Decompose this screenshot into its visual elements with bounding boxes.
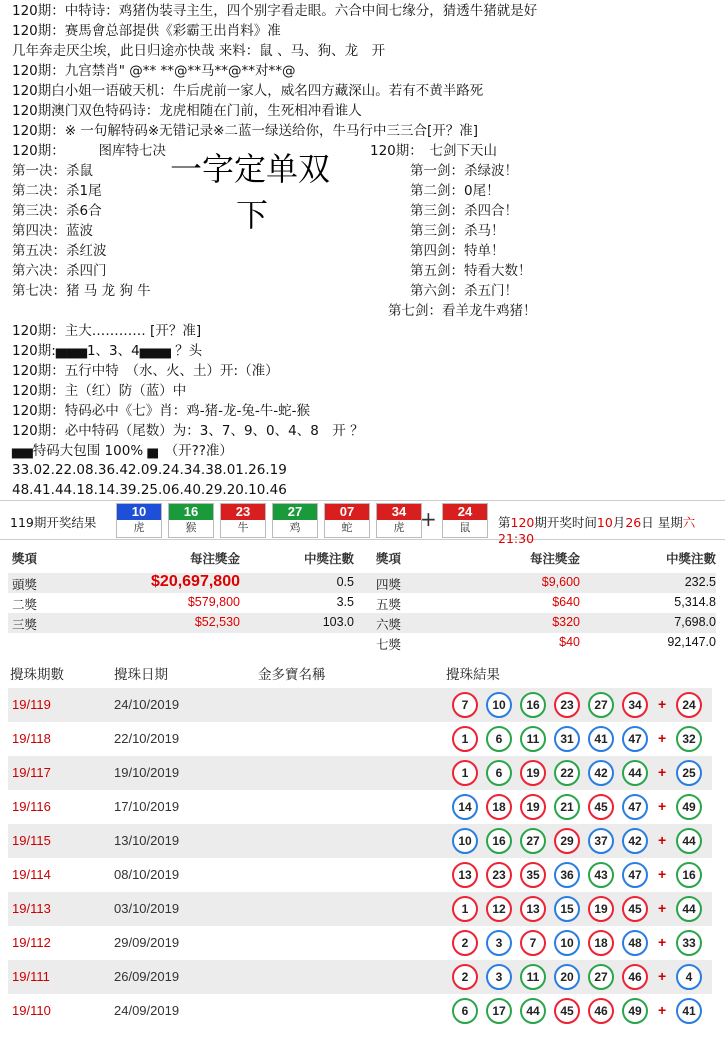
result-ball: 11 [520, 964, 546, 990]
ball-zodiac: 牛 [237, 521, 249, 534]
result-ball: 7 [520, 930, 546, 956]
result-ball: 21 [554, 794, 580, 820]
draw-result-strip [0, 500, 725, 546]
result-special-ball: 44 [676, 828, 702, 854]
result-ball: 14 [452, 794, 478, 820]
result-ball: 31 [554, 726, 580, 752]
result-ball: 13 [452, 862, 478, 888]
result-ball: 12 [486, 896, 512, 922]
result-ball: 46 [588, 998, 614, 1024]
result-ball: 1 [452, 726, 478, 752]
result-ball: 6 [486, 760, 512, 786]
result-ball: 48 [622, 930, 648, 956]
draw-ball [168, 503, 214, 538]
prize-amount: $9,600 [541, 575, 580, 589]
ball-zodiac: 虎 [393, 521, 405, 534]
prize-name: 頭獎 [12, 578, 38, 592]
result-row [8, 688, 712, 722]
result-ball: 45 [588, 794, 614, 820]
result-ball: 42 [622, 828, 648, 854]
left-item: 第六决：杀四门 [12, 263, 107, 279]
result-ball: 19 [588, 896, 614, 922]
result-ball: 36 [554, 862, 580, 888]
right-item: 第五剑：特看大数！ [410, 263, 532, 279]
prize-name: 二獎 [12, 598, 38, 612]
right-item: 第二剑：0尾！ [410, 183, 500, 199]
poem-line: 120期澳门双色特码诗：龙虎相随在门前，生死相冲看谁人 [12, 103, 362, 119]
plus-sign: + [420, 507, 437, 531]
prize-row [8, 593, 716, 613]
prize-name: 三獎 [12, 618, 38, 632]
ball-zodiac: 蛇 [341, 521, 353, 534]
draw-ball [220, 503, 266, 538]
result-ball: 17 [486, 998, 512, 1024]
result-ball: 10 [554, 930, 580, 956]
result-period: 19/115 [12, 833, 51, 848]
prize-name: 七獎 [376, 638, 402, 652]
prize-count: 5,314.8 [674, 595, 716, 609]
prize-name: 四獎 [376, 578, 402, 592]
prize-count: 103.0 [322, 615, 354, 629]
forecast-line: 120期:▅▅▅1、3、4▅▅▅ ？头 [12, 343, 203, 359]
ball-number: 23 [221, 504, 265, 520]
ball-zodiac: 猴 [185, 521, 197, 534]
prize-header-row [8, 547, 716, 567]
result-ball: 19 [520, 760, 546, 786]
result-ball: 23 [486, 862, 512, 888]
left-item: 第二决：杀1尾 [12, 183, 102, 199]
result-date: 22/10/2019 [114, 731, 180, 746]
result-period: 19/111 [12, 969, 50, 984]
result-ball: 6 [452, 998, 478, 1024]
header-result: 攪珠結果 [446, 667, 500, 682]
result-date: 08/10/2019 [114, 867, 180, 882]
special-ball [442, 503, 488, 538]
prize-header-cell: 每注獎金 [529, 552, 580, 566]
result-ball: 19 [520, 794, 546, 820]
plus-sign: + [658, 900, 667, 916]
result-ball: 2 [452, 964, 478, 990]
forecast-line: 120期：特码必中《七》肖：鸡-猪-龙-兔-牛-蛇-猴 [12, 403, 310, 419]
result-row [8, 858, 712, 892]
right-item: 第四剑：特单！ [410, 243, 505, 259]
ball-number: 27 [273, 504, 317, 520]
number-line: 48.41.44.18.14.39.25.06.40.29.20.10.46 [12, 482, 287, 498]
prize-header-cell: 中獎注數 [303, 552, 354, 566]
plus-sign: + [658, 934, 667, 950]
left-item: 第五决：杀红波 [12, 243, 107, 259]
result-ball: 44 [520, 998, 546, 1024]
plus-sign: + [658, 968, 667, 984]
result-special-ball: 49 [676, 794, 702, 820]
result-row [8, 892, 712, 926]
result-row [8, 790, 712, 824]
result-ball: 45 [554, 998, 580, 1024]
result-period: 19/113 [12, 901, 51, 916]
result-period: 19/118 [12, 731, 51, 746]
prize-amount: $640 [552, 595, 580, 609]
plus-sign: + [658, 764, 667, 780]
result-row [8, 994, 712, 1028]
result-date: 24/10/2019 [114, 697, 180, 712]
result-ball: 41 [588, 726, 614, 752]
result-ball: 27 [588, 964, 614, 990]
prize-row [8, 633, 716, 653]
result-special-ball: 44 [676, 896, 702, 922]
result-ball: 47 [622, 862, 648, 888]
result-special-ball: 25 [676, 760, 702, 786]
result-ball: 10 [452, 828, 478, 854]
plus-sign: + [658, 832, 667, 848]
prize-amount: $320 [552, 615, 580, 629]
plus-sign: + [658, 730, 667, 746]
result-period: 19/112 [12, 935, 51, 950]
prize-count: 232.5 [684, 575, 716, 589]
plus-sign: + [658, 866, 667, 882]
big-title-2: 下 [236, 196, 269, 234]
prize-amount: $40 [559, 635, 580, 649]
right-item: 第三剑：杀四合！ [410, 203, 518, 219]
header-name: 金多寶名稱 [258, 667, 326, 682]
poem-line: 120期白小姐一语破天机：牛后虎前一家人，威名四方藏深山。若有不黄半路死 [12, 83, 484, 99]
ball-zodiac: 鸡 [289, 521, 301, 534]
draw-label: 119期开奖结果 [10, 515, 97, 530]
result-ball: 35 [520, 862, 546, 888]
next-draw-info: 第120期开奖时间10月26日 星期六21:30 [498, 515, 696, 546]
result-special-ball: 33 [676, 930, 702, 956]
result-special-ball: 4 [676, 964, 702, 990]
result-row [8, 756, 712, 790]
ball-number: 24 [443, 504, 487, 520]
forecast-line: 120期：主大………… [开？准] [12, 323, 202, 339]
result-special-ball: 41 [676, 998, 702, 1024]
result-ball: 23 [554, 692, 580, 718]
header-period: 攪珠期數 [10, 667, 64, 682]
prize-header-cell: 中獎注數 [665, 552, 716, 566]
result-ball: 16 [520, 692, 546, 718]
result-ball: 46 [622, 964, 648, 990]
right-item: 第六剑：杀五门！ [410, 283, 518, 299]
result-ball: 20 [554, 964, 580, 990]
left-item: 第三决：杀6合 [12, 203, 102, 219]
right-item: 第三剑：杀马！ [410, 223, 505, 239]
forecast-line: ▅▅特码大包围 100% ▅ （开??准） [12, 443, 233, 459]
prize-count: 7,698.0 [674, 615, 716, 629]
prize-amount: $52,530 [194, 615, 240, 629]
result-row [8, 926, 712, 960]
result-ball: 7 [452, 692, 478, 718]
result-row [8, 824, 712, 858]
result-period: 19/114 [12, 867, 51, 882]
prize-count: 3.5 [336, 595, 354, 609]
result-period: 19/110 [12, 1003, 51, 1018]
draw-ball [272, 503, 318, 538]
result-ball: 18 [486, 794, 512, 820]
result-ball: 18 [588, 930, 614, 956]
right-item: 第七剑：看羊龙牛鸡猪！ [388, 303, 537, 319]
result-ball: 3 [486, 964, 512, 990]
result-date: 17/10/2019 [114, 799, 180, 814]
number-line: 33.02.22.08.36.42.09.24.34.38.01.26.19 [12, 462, 287, 478]
left-item: 第七决：猪 马 龙 狗 牛 [12, 283, 151, 299]
draw-ball [376, 503, 422, 538]
result-ball: 44 [622, 760, 648, 786]
result-ball: 11 [520, 726, 546, 752]
result-ball: 37 [588, 828, 614, 854]
result-date: 13/10/2019 [114, 833, 180, 848]
result-ball: 34 [622, 692, 648, 718]
prize-row [8, 613, 716, 633]
draw-ball [324, 503, 370, 538]
plus-sign: + [658, 1002, 667, 1018]
result-ball: 1 [452, 896, 478, 922]
result-ball: 6 [486, 726, 512, 752]
ball-number: 34 [377, 504, 421, 520]
header-date: 攪珠日期 [114, 667, 168, 682]
prize-count: 0.5 [336, 575, 354, 589]
result-special-ball: 32 [676, 726, 702, 752]
ball-number: 10 [117, 504, 161, 520]
poem-line: 120期：九宫禁肖" @** **@**马**@**对**@ [12, 63, 296, 79]
result-ball: 13 [520, 896, 546, 922]
poem-line: 120期：中特诗：鸡猪伪装寻主生，四个别字看走眼。六合中间七缘分，猜透牛猪就是好 [12, 3, 538, 19]
prize-amount: $20,697,800 [151, 573, 240, 590]
poem-line: 120期：※ 一句解特码※无错记录※二蓝一绿送给你，牛马行中三三合[开？准] [12, 123, 479, 139]
result-ball: 27 [588, 692, 614, 718]
result-ball: 47 [622, 726, 648, 752]
result-period: 19/116 [12, 799, 51, 814]
forecast-line: 120期：必中特码（尾数）为：3、7、9、0、4、8 开 ？ [12, 423, 364, 439]
forecast-line: 120期：五行中特 （水、火、土）开:（准） [12, 363, 279, 379]
poem-line: 几年奔走厌尘埃，此日归途亦快哉 来料：鼠 、马、狗、龙 开 [12, 43, 386, 59]
result-ball: 49 [622, 998, 648, 1024]
prize-header-cell: 獎項 [12, 552, 38, 566]
prize-header-cell: 獎項 [376, 552, 402, 566]
result-ball: 15 [554, 896, 580, 922]
result-row [8, 960, 712, 994]
result-period: 19/117 [12, 765, 51, 780]
right-item: 第一剑：杀绿波！ [410, 163, 518, 179]
result-date: 26/09/2019 [114, 969, 180, 984]
left-column-header: 120期： 图库特七决 [12, 143, 167, 159]
ball-zodiac: 虎 [133, 521, 145, 534]
result-ball: 45 [622, 896, 648, 922]
result-ball: 2 [452, 930, 478, 956]
result-special-ball: 16 [676, 862, 702, 888]
result-ball: 22 [554, 760, 580, 786]
result-ball: 1 [452, 760, 478, 786]
result-special-ball: 24 [676, 692, 702, 718]
result-date: 19/10/2019 [114, 765, 180, 780]
result-ball: 3 [486, 930, 512, 956]
result-ball: 29 [554, 828, 580, 854]
poem-line: 120期：赛馬會总部提供《彩霸王出肖料》准 [12, 23, 281, 39]
result-row [8, 722, 712, 756]
result-ball: 47 [622, 794, 648, 820]
left-item: 第一决：杀鼠 [12, 163, 93, 179]
result-ball: 27 [520, 828, 546, 854]
left-item: 第四决：蓝波 [12, 223, 93, 239]
prize-row [8, 573, 716, 593]
big-title: 一字定单双 [170, 150, 331, 188]
ball-zodiac: 鼠 [459, 521, 471, 534]
prize-name: 六獎 [376, 618, 402, 632]
result-date: 29/09/2019 [114, 935, 180, 950]
ball-number: 07 [325, 504, 369, 520]
right-column-header: 120期： 七剑下天山 [370, 143, 498, 159]
results-header [10, 664, 716, 686]
result-ball: 43 [588, 862, 614, 888]
result-ball: 16 [486, 828, 512, 854]
prize-name: 五獎 [376, 598, 402, 612]
result-ball: 10 [486, 692, 512, 718]
plus-sign: + [658, 798, 667, 814]
result-period: 19/119 [12, 697, 51, 712]
result-date: 03/10/2019 [114, 901, 180, 916]
result-ball: 42 [588, 760, 614, 786]
ball-number: 16 [169, 504, 213, 520]
prize-header-cell: 每注獎金 [189, 552, 240, 566]
result-date: 24/09/2019 [114, 1003, 180, 1018]
prize-amount: $579,800 [187, 595, 240, 609]
prize-count: 92,147.0 [667, 635, 716, 649]
draw-ball [116, 503, 162, 538]
forecast-line: 120期：主（红）防（蓝）中 [12, 383, 187, 399]
plus-sign: + [658, 696, 667, 712]
